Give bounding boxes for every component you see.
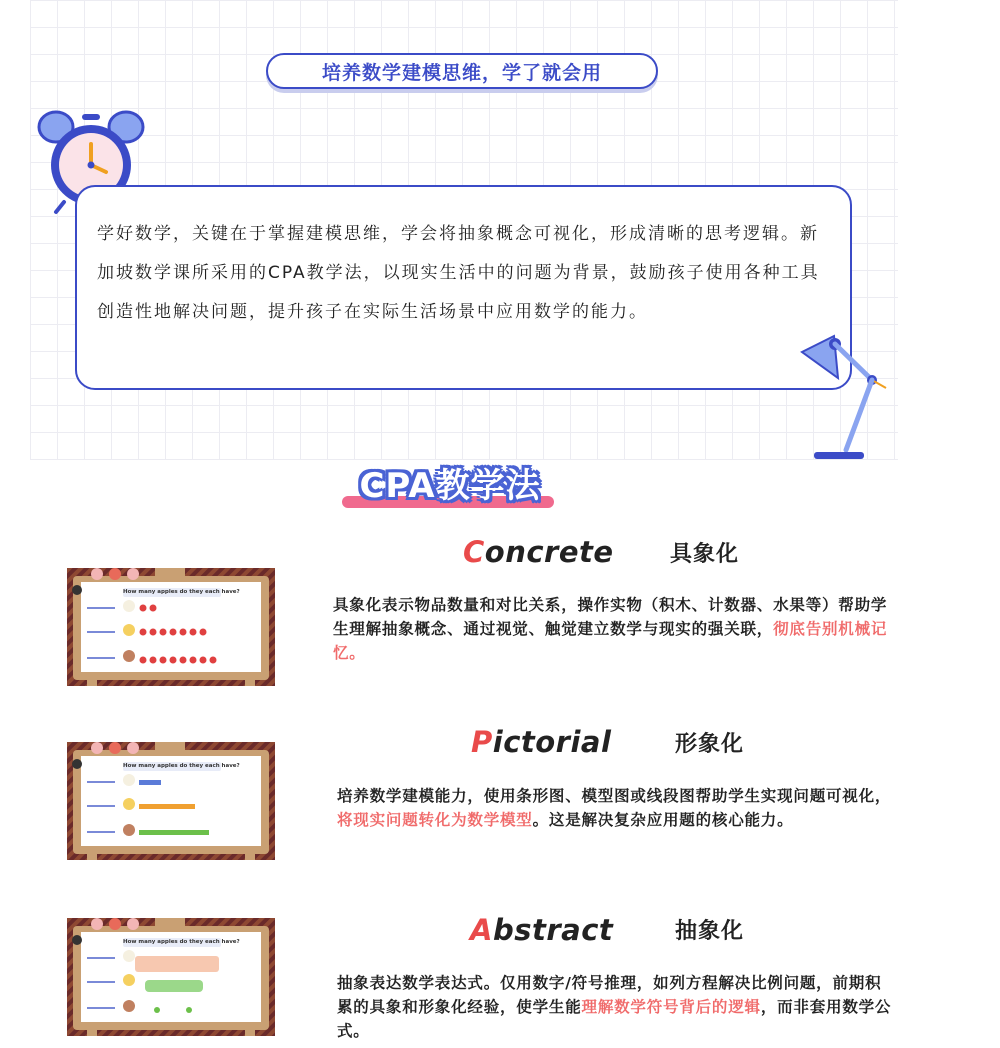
method-description-text: 具象化表示物品数量和对比关系，操作实物（积木、计数器、水果等）帮助学生理解抽象概念、通过视觉、触觉建立数学与现实的强关联，	[333, 596, 888, 638]
classroom-board-illustration	[67, 742, 275, 860]
desk-lamp-icon	[798, 332, 893, 462]
method-title-en	[470, 913, 613, 947]
method-description-text: 抽象表达数学表达式。仅用数字/符号推理，如列方程解决比例问题，前期积累的具象和形象化经验，使学生能	[337, 974, 882, 1016]
method-title-cn: 具象化	[670, 542, 740, 567]
method-title-en	[471, 725, 611, 759]
method-title-rest: ictorial	[492, 725, 612, 759]
classroom-board-illustration	[67, 568, 275, 686]
cpa-title: CPA教学法	[359, 466, 541, 506]
method-description	[337, 971, 897, 1043]
board-question: How many apples do they each have?	[123, 939, 240, 945]
method-description-highlight: 理解数学符号背后的逻辑	[581, 998, 761, 1016]
method-title-rest: bstract	[492, 913, 614, 947]
page-title-text: 培养数学建模思维，学了就会用	[321, 61, 602, 84]
method-description-highlight: 将现实问题转化为数学模型	[337, 811, 533, 829]
method-title-cn: 形象化	[675, 732, 745, 757]
classroom-board-illustration	[67, 918, 275, 1036]
method-title-initial: C	[463, 535, 485, 569]
method-description-tail: 。这是解决复杂应用题的核心能力。	[532, 811, 794, 829]
method-description-tail: ，而非套用数学公式。	[337, 998, 892, 1040]
method-description	[337, 784, 897, 832]
method-description	[333, 593, 893, 665]
page-title	[266, 53, 658, 89]
method-description-text: 培养数学建模能力，使用条形图、模型图或线段图帮助学生实现问题可视化，	[337, 787, 892, 805]
board-question: How many apples do they each have?	[123, 589, 240, 595]
method-title-cn: 抽象化	[675, 919, 745, 944]
method-description-highlight: 彻底告别机械记忆。	[333, 620, 888, 662]
intro-card	[75, 185, 852, 390]
intro-text: 学好数学，关键在于掌握建模思维，学会将抽象概念可视化，形成清晰的思考逻辑。新加坡数学课所采用的CPA教学法，以现实生活中的问题为背景，鼓励孩子使用各种工具创造性地解决问题，提升孩子在实际生活场景中应用数学的能力。	[97, 224, 820, 322]
method-title-rest: oncrete	[484, 535, 614, 569]
method-title-en	[463, 535, 614, 569]
board-question: How many apples do they each have?	[123, 763, 240, 769]
method-title-initial: A	[470, 913, 493, 947]
method-title-initial: P	[471, 725, 493, 759]
